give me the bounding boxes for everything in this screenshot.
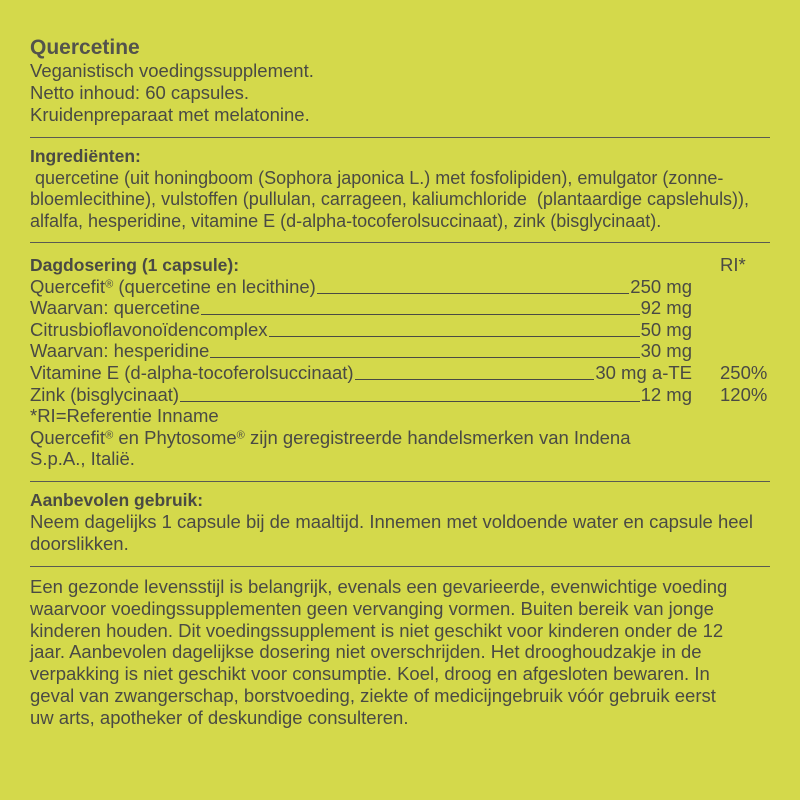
warning-line: kinderen houden. Dit voedingssupplement is niet geschikt voor kinderen onder de 12 [30, 619, 724, 641]
dose-row [30, 297, 770, 319]
dose-name: Vitamine E (d-alpha-tocoferolsuccinaat) [30, 361, 354, 383]
dose-ri-percent: 250% [720, 361, 768, 383]
dose-amount: 12 mg [640, 383, 692, 405]
section-divider [30, 137, 770, 138]
daily-dose-heading: Dagdosering (1 capsule): [30, 255, 240, 275]
dose-row [30, 384, 770, 406]
dose-row [30, 340, 770, 362]
product-info [30, 36, 770, 126]
section-divider [30, 566, 770, 567]
dose-ri-percent: 120% [720, 383, 768, 405]
dose-name: Citrusbioflavonoïdencomplex [30, 318, 268, 340]
usage-line: Neem dagelijks 1 capsule bij de maaltijd. Innemen met voldoende water en capsule heel [30, 511, 753, 532]
ingredients-section [30, 146, 770, 232]
usage-line: doorslikken. [30, 533, 129, 554]
dose-amount: 250 mg [630, 275, 692, 297]
ingredients-line: quercetine (uit honingboom (Sophora japonica L.) met fosfolipiden), emulgator (zonne- [30, 167, 724, 188]
dose-name: Quercefit® (quercetine en lecithine) [30, 275, 316, 297]
product-description-line: Veganistisch voedingssupplement. [30, 60, 314, 81]
section-divider [30, 242, 770, 243]
dose-row [30, 319, 770, 341]
dose-amount: 50 mg [640, 318, 692, 340]
dose-name: Waarvan: quercetine [30, 297, 201, 319]
ingredients-line: alfalfa, hesperidine, vitamine E (d-alpha-tocoferolsuccinaat), zink (bisglycinaat). [30, 210, 662, 231]
usage-heading: Aanbevolen gebruik: [30, 490, 204, 510]
ingredients-heading: Ingrediënten: [30, 146, 141, 166]
dose-name: Zink (bisglycinaat) [30, 383, 180, 405]
dose-leader-line [355, 362, 595, 380]
dose-leader-line [210, 340, 639, 358]
ri-column-header: RI* [720, 254, 746, 275]
dose-row [30, 276, 770, 298]
warning-line: uw arts, apotheker of deskundige consulteren. [30, 706, 409, 728]
section-divider [30, 481, 770, 482]
dose-leader-line [201, 297, 640, 315]
ingredients-line: bloemlecithine), vulstoffen (pullulan, carrageen, kaliumchloride (plantaardige capslehuls)), [30, 189, 750, 209]
dose-row [30, 362, 770, 384]
warning-line: geval van zwangerschap, borstvoeding, ziekte of medicijngebruik vóór gebruik eerst [30, 684, 716, 706]
warning-line: jaar. Aanbevolen dagelijkse dosering niet overschrijden. Het drooghoudzakje in de [30, 641, 702, 663]
warning-line: Een gezonde levensstijl is belangrijk, evenals een gevarieerde, evenwichtige voeding [30, 576, 728, 597]
product-title: Quercetine [30, 36, 140, 59]
dose-footnote-line: *RI=Referentie Inname [30, 405, 219, 427]
daily-dose-header-row [30, 254, 770, 276]
dose-leader-line [317, 276, 629, 294]
dose-leader-line [180, 384, 640, 402]
daily-dose-section [30, 254, 770, 470]
dose-name: Waarvan: hesperidine [30, 340, 210, 362]
trademark-note-line: S.p.A., Italië. [30, 448, 135, 470]
product-description-line: Kruidenpreparaat met melatonine. [30, 104, 310, 125]
usage-section [30, 489, 770, 555]
warning-line: verpakking is niet geschikt voor consumptie. Koel, droog en afgesloten bewaren. In [30, 663, 710, 685]
dose-amount: 30 mg a-TE [595, 361, 692, 383]
dose-leader-line [269, 319, 640, 337]
trademark-note-line: Quercefit® en Phytosome® zijn geregistreerde handelsmerken van Indena [30, 426, 631, 448]
warnings-section [30, 576, 770, 729]
dose-amount: 30 mg [640, 340, 692, 362]
product-net-content-line: Netto inhoud: 60 capsules. [30, 82, 250, 103]
warning-line: waarvoor voedingssupplementen geen vervanging vormen. Buiten bereik van jonge [30, 597, 714, 619]
dose-amount: 92 mg [640, 297, 692, 319]
